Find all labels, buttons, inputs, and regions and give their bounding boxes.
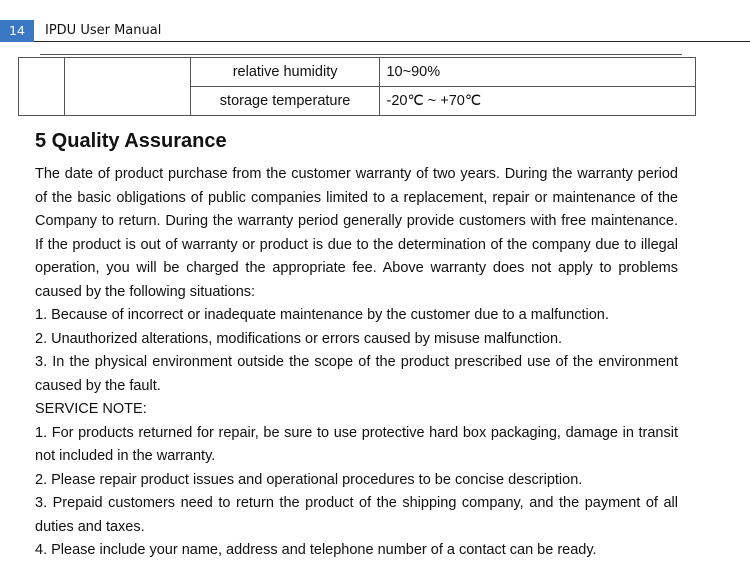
spec-label: relative humidity — [190, 58, 380, 87]
table-row — [19, 58, 696, 87]
spec-value: 10~90% — [380, 58, 696, 87]
list-item: 1. For products returned for repair, be sure to use protective hard box packaging, damage in transit not included in the warranty. — [35, 424, 678, 464]
list-item: 2. Unauthorized alterations, modifications or errors caused by misuse malfunction. — [35, 330, 563, 347]
section-heading: 5 Quality Assurance — [35, 130, 227, 152]
empty-cell — [19, 58, 65, 116]
service-note-label: SERVICE NOTE: — [35, 401, 147, 417]
list-item: 3. In the physical environment outside the scope of the product prescribed use of the environment caused by the fault. — [35, 354, 678, 394]
header-divider — [34, 41, 750, 42]
list-item: 4. Please include your name, address and telephone number of a contact can be ready. — [35, 542, 597, 558]
spec-value: -20℃ ~ +70℃ — [380, 87, 696, 116]
page-number: 14 — [0, 20, 34, 42]
list-item: 2. Please repair product issues and operational procedures to be concise description. — [35, 471, 583, 488]
warranty-intro: The date of product purchase from the customer warranty of two years. During the warranty period of the basic obligations of public companies limited to a replacement, repair or maintenance of the Company to return. During the warranty period generally provide customers with free maintenance. If the product is out of warranty or product is due to the determination of the company due to illegal operation, you will be charged the appropriate fee. Above warranty does not apply to problems caused by the following situations: — [35, 166, 678, 300]
spec-table — [18, 57, 696, 116]
table-top-rule — [40, 54, 682, 55]
spec-label: storage temperature — [190, 87, 380, 116]
list-item: 3. Prepaid customers need to return the product of the shipping company, and the payment of all duties and taxes. — [35, 495, 678, 535]
empty-cell — [64, 58, 190, 116]
section-body — [35, 163, 678, 563]
list-item: 1. Because of incorrect or inadequate maintenance by the customer due to a malfunction. — [35, 307, 609, 323]
manual-title: IPDU User Manual — [45, 23, 162, 38]
